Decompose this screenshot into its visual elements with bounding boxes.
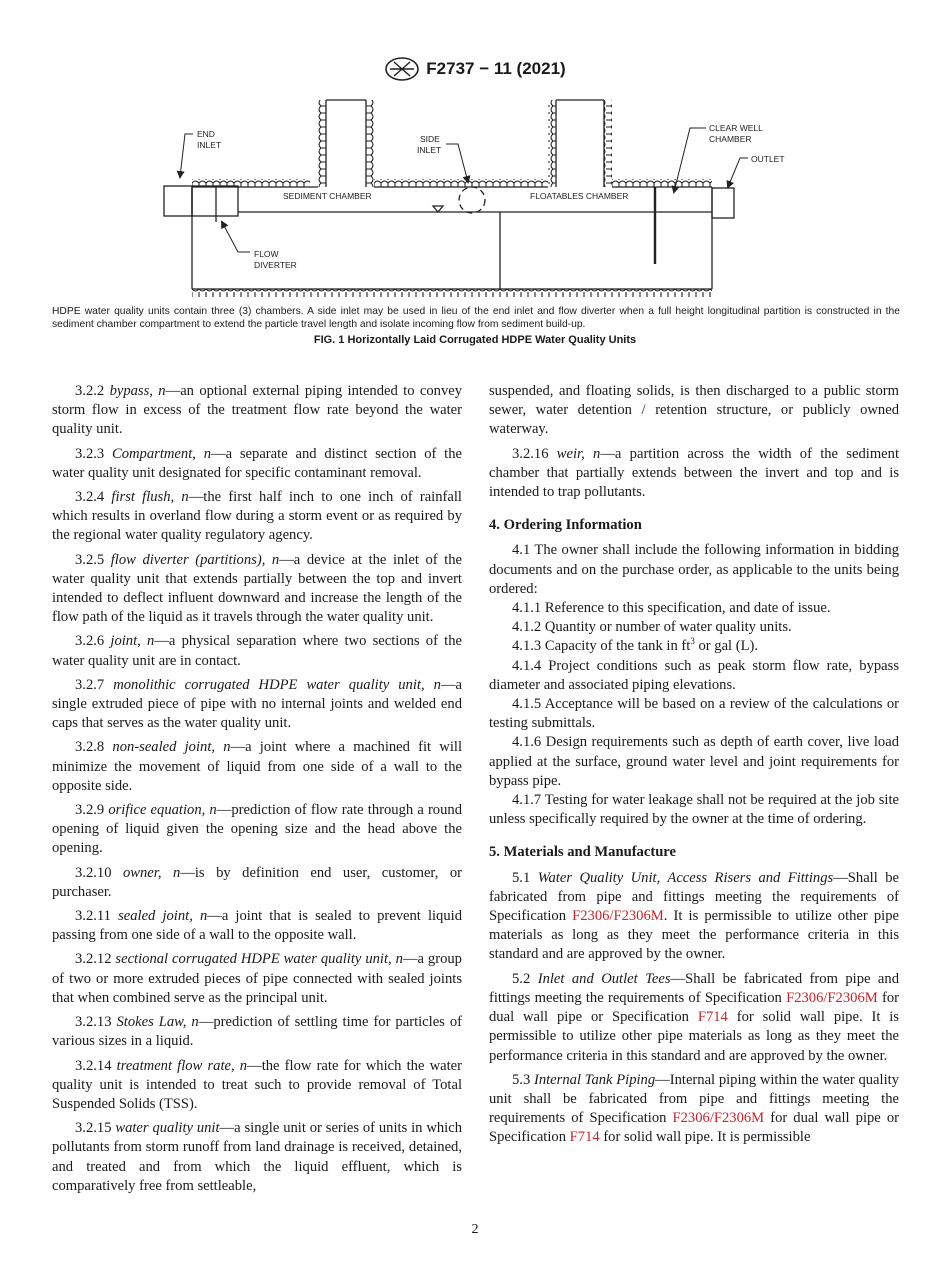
definition-3-2-10: 3.2.10 owner, n—is by definition end user, customer, or purchaser. (52, 864, 462, 900)
svg-text:FLOW: FLOW (254, 249, 279, 259)
definition-3-2-13: 3.2.13 Stokes Law, n—prediction of settling time for particles of various sizes in a liquid. (52, 1014, 462, 1050)
svg-text:CLEAR WELL: CLEAR WELL (709, 123, 763, 133)
definition-3-2-2: 3.2.2 bypass, n—an optional external piping intended to convey storm flow in excess of the treatment flow rate beyond the water quality unit. (52, 383, 463, 438)
definition-3-2-14: 3.2.14 treatment flow rate, n—the flow rate for which the water quality unit is intended to treat such to provide removal of Total Suspended Solids (TSS). (52, 1057, 462, 1112)
tank-body (164, 100, 734, 297)
svg-text:DIVERTER: DIVERTER (254, 260, 297, 270)
clause-4-1: 4.1 The owner shall include the following information in bidding documents and on the purchase order, as applicable to the units being ordered: (489, 542, 899, 597)
svg-text:END: END (197, 129, 215, 139)
clause-4-1-2: 4.1.2 Quantity or number of water quality units. (512, 619, 792, 636)
spec-link-f2306[interactable]: F2306/F2306M (672, 1110, 765, 1127)
figure-labels (197, 123, 785, 270)
definition-3-2-7: 3.2.7 monolithic corrugated HDPE water quality unit, n—a single extruded piece of pipe with no internal joints and welded end caps that serves as the water quality unit. (52, 676, 463, 732)
definition-3-2-15-continued: suspended, and floating solids, is then discharged to a public storm sewer, water detention / retention structure, or publicly owned waterway. (489, 383, 899, 438)
section-5-heading: 5. Materials and Manufacture (489, 844, 676, 861)
clause-4-1-5: 4.1.5 Acceptance will be based on a review of the calculations or testing submittals. (489, 696, 899, 732)
definition-3-2-9: 3.2.9 orifice equation, n—prediction of flow rate through a round opening of liquid given the opening size and the head above the opening. (52, 802, 462, 857)
definition-3-2-4: 3.2.4 first flush, n—the first half inch to one inch of rainfall which results in overland flow during a storm event or as required by the regional water quality regulatory agency. (52, 489, 462, 544)
clause-4-1-4: 4.1.4 Project conditions such as peak storm flow rate, bypass diameter and associated piping elevations. (489, 657, 899, 693)
page-header (0, 56, 950, 82)
definition-3-2-8: 3.2.8 non-sealed joint, n—a joint where a machined fit will minimize the movement of liquid from one side of a wall to the opposite side. (52, 739, 463, 794)
clause-4-1-1: 4.1.1 Reference to this specification, and date of issue. (512, 600, 831, 617)
svg-text:SIDE: SIDE (420, 134, 440, 144)
definition-3-2-15: 3.2.15 water quality unit—a single unit or series of units in which pollutants from storm runoff from land drainage is received, detained, and treated and from which the liquid effluent, which is comparatively free from settleable, (52, 1120, 462, 1194)
clause-5-1: 5.1 Water Quality Unit, Access Risers and Fittings—Shall be fabricated from pipe and fittings meeting the requirements of Specification F2306/F2306M. It is permissible to utilize other pipe materials as long as they meet the performance criteria in this standard and are approved by the owner. (489, 869, 899, 963)
svg-text:OUTLET: OUTLET (751, 154, 785, 164)
clause-5-3: 5.3 Internal Tank Piping—Internal piping within the water quality unit shall be fabricated from pipe and fittings meeting the requirements of Specification F2306/F2306M for dual wall pipe or Specification F714 for solid wall pipe. It is permissible (489, 1071, 899, 1146)
spec-link-f714[interactable]: F714 (569, 1129, 600, 1146)
spec-link-f2306[interactable]: F2306/F2306M (786, 989, 878, 1006)
definition-3-2-5: 3.2.5 flow diverter (partitions), n—a device at the inlet of the water quality unit that extends partially between the top and invert intended to deflect influent downward and increase the length of the flow path of the liquid as it travels through the water quality unit. (52, 551, 462, 626)
page-number: 2 (471, 1222, 479, 1237)
definition-3-2-11: 3.2.11 sealed joint, n—a joint that is sealed to prevent liquid passing from one side of a wall to the opposite wall. (52, 908, 462, 944)
clause-4-1-7: 4.1.7 Testing for water leakage shall not be required at the job site unless specifically required by the owner at the time of ordering. (489, 792, 899, 828)
svg-text:CHAMBER: CHAMBER (709, 134, 752, 144)
right-column (489, 382, 899, 1148)
spec-link-f2306[interactable]: F2306/F2306M (572, 908, 664, 925)
figure-note: HDPE water quality units contain three (3) chambers. A side inlet may be used in lieu of the end inlet and flow diverter when a full height longitudinal partition is constructed in the sediment chamber compartment to extend the particle travel length and isolate incoming flow from sediment build-up. (52, 306, 900, 330)
clause-4-1-6: 4.1.6 Design requirements such as depth of earth cover, live load applied at the surface, ground water level and joint requirements for bypass pipe. (489, 734, 899, 789)
clause-5-2: 5.2 Inlet and Outlet Tees—Shall be fabricated from pipe and fittings meeting the requirements of Specification F2306/F2306M for dual wall pipe or Specification F714 for solid wall pipe. It is permissible to utilize other pipe materials as long as they meet the performance criteria in this standard and are approved by the owner. (489, 970, 900, 1064)
definition-3-2-3: 3.2.3 Compartment, n—a separate and distinct section of the water quality unit designated for specific contaminant removal. (52, 445, 463, 481)
figure-diagram (150, 92, 785, 307)
section-4-heading: 4. Ordering Information (489, 517, 642, 534)
standard-designation: F2737 − 11 (2021) (426, 59, 566, 78)
definition-3-2-12: 3.2.12 sectional corrugated HDPE water quality unit, n—a group of two or more extruded pieces of pipe connected with sealed joints that when combined serve as the principal unit. (52, 951, 462, 1006)
clause-4-1-3: 4.1.3 Capacity of the tank in $ft^3$ or gal (L). (512, 636, 759, 655)
definition-3-2-6: 3.2.6 joint, n—a physical separation where two sections of the water quality unit are in contact. (52, 633, 462, 669)
svg-text:FLOATABLES CHAMBER: FLOATABLES CHAMBER (530, 191, 629, 201)
astm-logo-icon (384, 56, 420, 82)
svg-text:INLET: INLET (197, 140, 222, 150)
svg-text:SEDIMENT CHAMBER: SEDIMENT CHAMBER (283, 191, 372, 201)
spec-link-f714[interactable]: F714 (697, 1009, 728, 1026)
left-column (52, 382, 462, 1196)
svg-text:INLET: INLET (417, 145, 442, 155)
figure-title: FIG. 1 Horizontally Laid Corrugated HDPE Water Quality Units (313, 334, 637, 346)
definition-3-2-16: 3.2.16 weir, n—a partition across the width of the sediment chamber that partially extends between the invert and top and is intended to trap pollutants. (489, 445, 899, 501)
